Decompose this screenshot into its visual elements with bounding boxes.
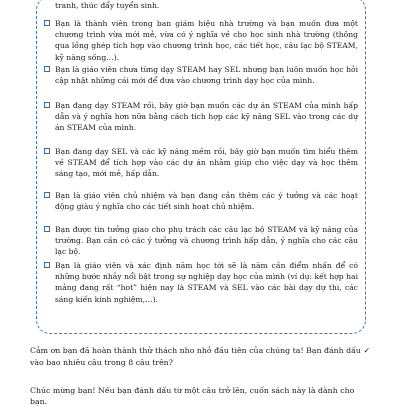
checkbox-icon[interactable] bbox=[44, 20, 50, 26]
checkbox-icon[interactable] bbox=[44, 262, 50, 268]
checkbox-icon[interactable] bbox=[44, 192, 50, 198]
checklist-item: Bạn là giáo viên và xác định năm học tới sẽ là năm cần điểm nhấn để có những bước nhảy nổi bật trong sự nghiệp dạy học của mình (ví dụ: kết hợp hai mảng đang rất “hot” hiện nay là STEAM và SEL vào các bài dạy dự thi, các sáng kiến kinh nghiệm,…). bbox=[44, 260, 358, 305]
checklist-item: Bạn là giáo viên chưa từng dạy STEAM hay SEL nhưng bạn luôn muốn học hỏi cập nhật những cái mới để đưa vào chương trình dạy học của mình. bbox=[44, 64, 358, 86]
checkbox-icon[interactable] bbox=[44, 148, 50, 154]
checklist-item: Bạn đang dạy SEL và các kỹ năng mềm rồi, bây giờ bạn muốn tìm hiểu thêm về STEAM để tích hợp vào các dự án nhằm giúp cho việc dạy và học thêm sáng tạo, mới mẻ, hấp dẫn. bbox=[44, 146, 358, 180]
checkbox-icon[interactable] bbox=[44, 66, 50, 72]
closing-next-line: Chúc mừng bạn! Nếu bạn đánh dấu từ một câu trở lên, cuốn sách này là dành cho bạn. bbox=[30, 386, 355, 406]
checkbox-icon[interactable] bbox=[44, 102, 50, 108]
checklist-item: Bạn được tin tưởng giao cho phụ trách các câu lạc bộ STEAM và kỹ năng của trường. Bạn cần có các ý tưởng và chương trình hấp dẫn, ý nghĩa cho các câu lạc bộ. bbox=[44, 224, 358, 258]
checklist-continued-text: tranh, thúc đẩy tuyển sinh. bbox=[55, 1, 160, 10]
checklist-item: Bạn là thành viên trong ban giám hiệu nhà trường và bạn muốn đưa một chương trình vừa mới mẻ, vừa có ý nghĩa về cho học sinh nhà trường (thông qua lồng ghép tích hợp vào chương trình học, các tiết học, câu lạc bộ STEAM, kỹ năng sống…). bbox=[44, 18, 358, 63]
checkbox-icon[interactable] bbox=[44, 226, 50, 232]
closing-paragraph: Cảm ơn bạn đã hoàn thành thử thách nho nhỏ đầu tiên của chúng ta! Bạn đánh dấu ✓ vào bao nhiêu câu trong 8 câu trên? bbox=[30, 346, 370, 367]
checklist-item: Bạn đang dạy STEAM rồi, bây giờ bạn muốn các dự án STEAM của mình hấp dẫn và ý nghĩa hơn nữa bằng cách tích hợp các kỹ năng SEL vào trong các dự án STEAM của mình. bbox=[44, 100, 358, 134]
checklist-item: Bạn là giáo viên chủ nhiệm và bạn đang cần thêm các ý tưởng và các hoạt động giàu ý nghĩa cho các tiết sinh hoạt chủ nhiệm. bbox=[44, 190, 358, 212]
